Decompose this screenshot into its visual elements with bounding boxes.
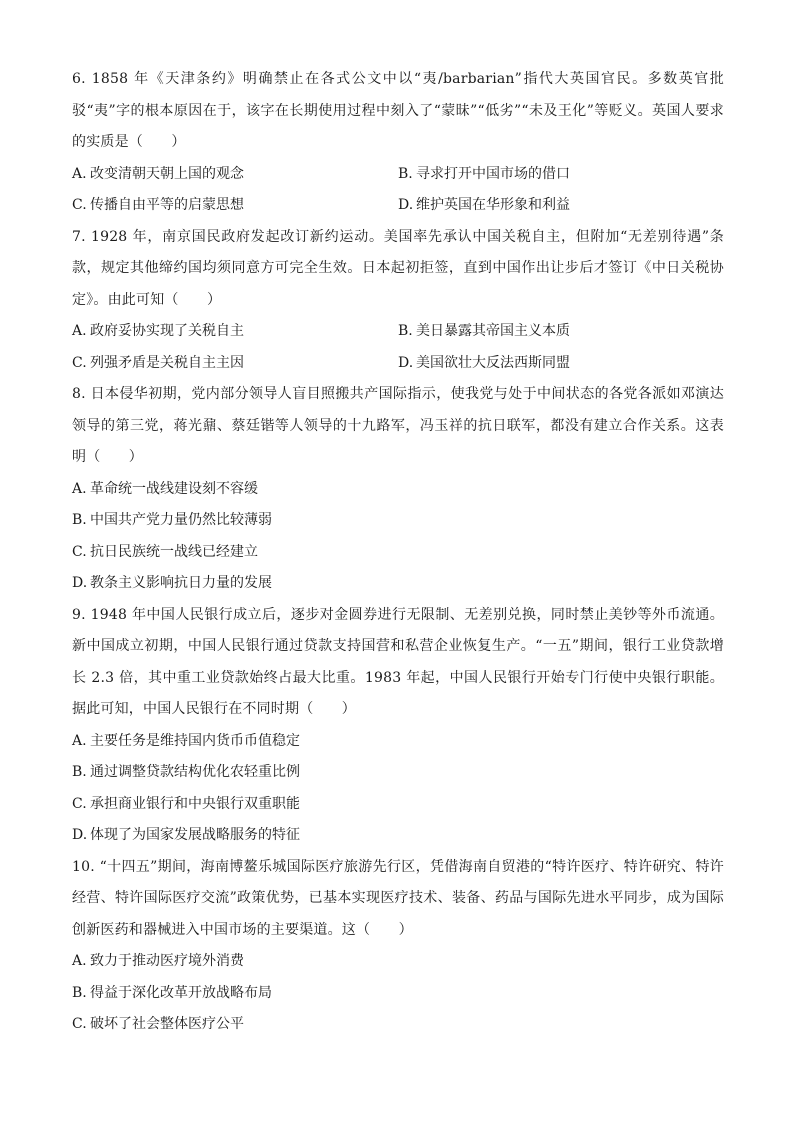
question-10 bbox=[72, 852, 724, 1041]
option-d[interactable] bbox=[398, 348, 724, 380]
option-text: 中国共产党力量仍然比较薄弱 bbox=[90, 512, 272, 528]
option-letter: B. bbox=[72, 512, 87, 528]
option-text: 体现了为国家发展战略服务的特征 bbox=[90, 827, 300, 843]
option-text: 通过调整贷款结构优化农轻重比例 bbox=[90, 764, 300, 780]
option-b[interactable] bbox=[72, 505, 724, 537]
question-stem: 10. “十四五”期间，海南博鳌乐城国际医疗旅游先行区，凭借海南自贸港的“特许医疗、特许研究、特许经营、特许国际医疗交流”政策优势，已基本实现医疗技术、装备、药品与国际先进水平同步，成为国际创新医药和器械进入中国市场的主要渠道。这（ ） bbox=[72, 858, 724, 938]
question-stem: 9. 1948 年中国人民银行成立后，逐步对金圆券进行无限制、无差别兑换，同时禁止美钞等外币流通。新中国成立初期，中国人民银行通过贷款支持国营和私营企业恢复生产。“一五”期间，银行工业贷款增长 2.3 倍，其中重工业贷款始终占最大比重。1983 年起，中国人民银行开始专门行使中央银行职能。据此可知，中国人民银行在不同时期（ ） bbox=[72, 606, 724, 717]
option-letter: A. bbox=[72, 732, 87, 749]
option-letter: C. bbox=[72, 795, 87, 812]
option-letter: D. bbox=[398, 197, 414, 213]
option-text: 承担商业银行和中央银行双重职能 bbox=[90, 795, 300, 812]
option-d[interactable] bbox=[398, 190, 724, 222]
options-list bbox=[72, 474, 724, 600]
option-letter: C. bbox=[72, 1016, 87, 1032]
question-8 bbox=[72, 379, 724, 600]
question-9 bbox=[72, 600, 724, 852]
option-text: 政府妥协实现了关税自主 bbox=[90, 323, 244, 339]
option-c[interactable] bbox=[72, 1009, 724, 1041]
options-list bbox=[72, 946, 724, 1041]
option-text: 致力于推动医疗境外消费 bbox=[90, 953, 244, 969]
option-text: 维护英国在华形象和利益 bbox=[416, 197, 570, 213]
option-text: 革命统一战线建设刻不容缓 bbox=[90, 480, 258, 497]
question-stem: 7. 1928 年，南京国民政府发起改订新约运动。美国率先承认中国关税自主，但附加“无差别待遇”条款，规定其他缔约国均须同意方可完全生效。日本起初拒签，直到中国作出让步后才签订《中日关税协定》。由此可知（ ） bbox=[72, 228, 724, 308]
option-letter: C. bbox=[72, 197, 87, 213]
option-text: 美国欲壮大反法西斯同盟 bbox=[416, 354, 570, 371]
option-text: 改变清朝天朝上国的观念 bbox=[90, 165, 244, 182]
option-d[interactable] bbox=[72, 820, 724, 852]
option-text: 破坏了社会整体医疗公平 bbox=[90, 1016, 244, 1032]
option-letter: D. bbox=[398, 354, 414, 371]
options-list bbox=[72, 316, 724, 379]
exam-page bbox=[72, 64, 724, 1041]
option-letter: A. bbox=[72, 165, 87, 182]
option-d[interactable] bbox=[72, 568, 724, 600]
option-text: 寻求打开中国市场的借口 bbox=[416, 165, 570, 182]
option-letter: D. bbox=[72, 827, 88, 843]
option-letter: B. bbox=[72, 764, 87, 780]
option-letter: C. bbox=[72, 354, 87, 371]
option-letter: D. bbox=[72, 575, 88, 591]
option-text: 得益于深化改革开放战略布局 bbox=[90, 984, 272, 1001]
question-7 bbox=[72, 222, 724, 380]
option-a[interactable] bbox=[72, 946, 724, 978]
question-stem: 6. 1858 年《天津条约》明确禁止在各式公文中以“夷/barbarian”指代大英国官民。多数英官批驳“夷”字的根本原因在于，该字在长期使用过程中刻入了“蒙昧”“低劣”“未及王化”等贬义。英国人要求的实质是（ ） bbox=[72, 71, 724, 150]
option-c[interactable] bbox=[72, 348, 398, 380]
option-a[interactable] bbox=[72, 726, 724, 758]
option-b[interactable] bbox=[398, 159, 724, 191]
option-c[interactable] bbox=[72, 789, 724, 821]
option-c[interactable] bbox=[72, 537, 724, 569]
option-text: 教条主义影响抗日力量的发展 bbox=[90, 575, 272, 591]
option-a[interactable] bbox=[72, 474, 724, 506]
options-list bbox=[72, 159, 724, 222]
option-text: 列强矛盾是关税自主主因 bbox=[90, 354, 244, 371]
option-text: 传播自由平等的启蒙思想 bbox=[90, 197, 244, 213]
option-letter: B. bbox=[398, 323, 413, 339]
option-a[interactable] bbox=[72, 316, 398, 348]
option-b[interactable] bbox=[72, 757, 724, 789]
option-text: 美日暴露其帝国主义本质 bbox=[416, 323, 570, 339]
question-stem: 8. 日本侵华初期，党内部分领导人盲目照搬共产国际指示，使我党与处于中间状态的各党各派如邓演达领导的第三党，蒋光鼐、蔡廷锴等人领导的十九路军，冯玉祥的抗日联军，都没有建立合作关系。这表明（ ） bbox=[72, 386, 724, 465]
option-letter: A. bbox=[72, 323, 87, 339]
option-letter: A. bbox=[72, 953, 87, 969]
option-letter: B. bbox=[398, 165, 413, 182]
option-b[interactable] bbox=[72, 978, 724, 1010]
option-letter: C. bbox=[72, 543, 87, 560]
option-text: 抗日民族统一战线已经建立 bbox=[90, 543, 258, 560]
options-list bbox=[72, 726, 724, 852]
option-letter: A. bbox=[72, 480, 87, 497]
option-letter: B. bbox=[72, 984, 87, 1001]
option-a[interactable] bbox=[72, 159, 398, 191]
question-6 bbox=[72, 64, 724, 222]
option-c[interactable] bbox=[72, 190, 398, 222]
option-text: 主要任务是维持国内货币币值稳定 bbox=[90, 732, 300, 749]
option-b[interactable] bbox=[398, 316, 724, 348]
